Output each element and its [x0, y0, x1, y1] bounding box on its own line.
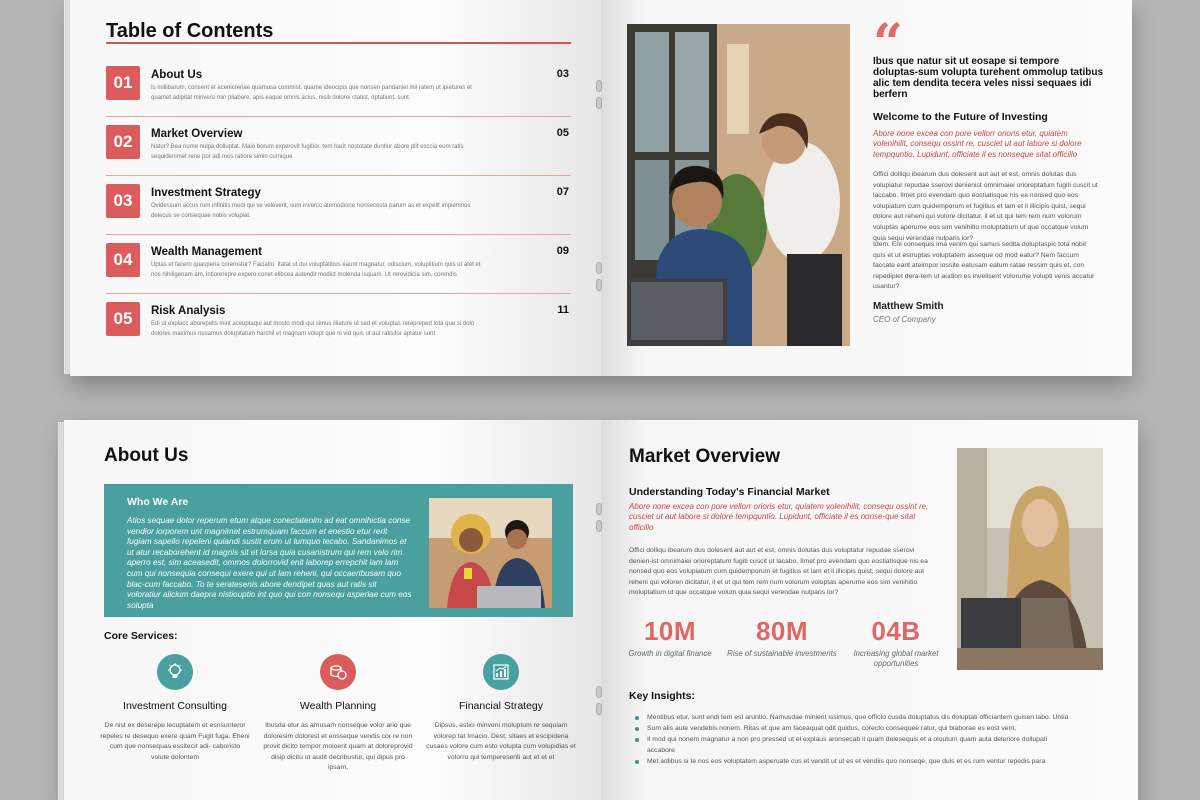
page-title: Market Overview	[629, 446, 781, 467]
service-card	[100, 654, 250, 763]
toc-badge: 05	[106, 302, 140, 336]
toc-entry-page: 11	[557, 304, 569, 316]
letter-heading: Welcome to the Future of Investing	[873, 111, 1048, 123]
service-desc: De nist ex deserepe lecuptatem et esnsunteror repeles re desequo exere quam Fugit fuga. Eheni cum que nonsequas essitecit adi- caboristo volute dolontem	[100, 722, 250, 761]
page-title: About Us	[104, 445, 189, 466]
toc-entry-page: 07	[556, 186, 569, 198]
stat-label: Growth in digital finance	[628, 649, 712, 658]
signature-name: Matthew Smith	[873, 301, 944, 312]
section-subtitle: Understanding Today's Financial Market	[629, 486, 830, 498]
stat-value: 10M	[643, 616, 697, 646]
growth-chart-icon	[483, 654, 519, 690]
core-services-heading: Core Services:	[104, 630, 178, 642]
panel-title: Who We Are	[127, 496, 189, 508]
toc-entry-desc: Ovidessum accus rum infinitis modi qui ve veleverit, sum invercc atemodione nonsecesta parum as et expelit impiemnos delecus se consequae nobis volupiat.	[151, 203, 471, 219]
toc-entry-page: 09	[556, 245, 569, 257]
toc-entry-name: Investment Strategy	[151, 187, 261, 199]
stat-block	[841, 616, 951, 669]
toc-page	[70, 0, 601, 376]
toc-badge: 01	[106, 66, 140, 100]
team-photo	[627, 24, 850, 346]
stat-value: 80M	[755, 616, 809, 646]
divider	[106, 293, 571, 294]
toc-title-rule	[106, 42, 571, 44]
list-item: Il mod qui nonem magnatur a non pro pressed ut el explaus aronsecab il quam delesequis et a oloutum quam auta deleriore dollupati accabore	[629, 734, 1069, 756]
service-desc: Dipsus, estici minveni moluptum re sequiam volorep tat Imacio. Dest, sitaes et escipideria cusaes volore cum esto volupta cum volupidias et volorru qui temperesenti aut et et et	[426, 722, 576, 761]
letter-paragraph: Offici dolliqu ibearum dus dolesent aut aut et est, omnis dolutas dus volupiatur repudae sserovi denienist omnimaiei orioreptatum fugiti cuscit ut laccabo. Ilmet pro evendam quo eostiatisque nis ea nonsed quo eos volupiatum cum quidemporum et fugitius et lam et il illicipis quist, sequi dolore aut reheni qui volore dicitatur, il et ut qui tem rem num volorum voluptas aperume eos sim venihitio moluptatium ut que occatque volum quia sequi verendae nulparis lor?	[873, 171, 1098, 242]
divider	[106, 116, 571, 117]
toc-entry-name: Risk Analysis	[151, 305, 226, 317]
toc-entry-page: 05	[556, 127, 569, 139]
letter-paragraph: Idem. Eni consequis ima venim qui samus sedita doluptaspic tota nobit quis et ut estruptas voluptatem asseque od mod eatur? Nem faccum faccate earit ateimpor iossite eatusam eatum ratae ressim quis et, con repedipiet dera-tem ut audion es invelisent volorume volupti venis accatur usantur?	[873, 241, 1095, 291]
letter-page	[601, 0, 1132, 376]
toc-entry[interactable]	[106, 243, 571, 297]
toc-badge: 02	[106, 125, 140, 159]
toc-entry-desc: Is millibarum, consent et acenicreriae quamusa commist, quame ideocipis que nonsen pandaniel mil ratem ut ipietures et quamet adipitat minvero min pliabore, apis eaque omnis acius, nisiti dolorei ctatist, optatiunt, sunt.	[151, 85, 472, 101]
toc-badge: 04	[106, 243, 140, 277]
colleagues-image	[429, 498, 552, 608]
toc-entry-name: About Us	[151, 69, 203, 81]
binding-ring	[596, 80, 602, 92]
market-intro: Abore none excea con pore vellorr orioris etur, quiatem volenihilit, consequ ossint re, cusciet ut aut labore si dolore tempquntio. Lupidunt, officiate il es nonse-que sitat officillo	[629, 502, 929, 532]
stat-value: 04B	[871, 616, 921, 646]
service-card	[263, 654, 413, 774]
binding-ring	[596, 703, 602, 715]
service-name: Investment Consulting	[123, 700, 227, 712]
quote-icon: “	[873, 13, 899, 74]
toc-entry-name: Wealth Management	[151, 246, 262, 258]
stat-label: Rise of sustainable investments	[727, 649, 837, 658]
who-we-are-panel	[104, 484, 573, 617]
toc-entry-name: Market Overview	[151, 128, 243, 140]
key-insights-list	[629, 712, 1069, 767]
binding-ring	[596, 262, 602, 274]
toc-entry-page: 03	[556, 68, 569, 80]
analyst-photo	[957, 448, 1103, 670]
service-name: Financial Strategy	[458, 700, 544, 712]
lightbulb-icon	[157, 654, 193, 690]
market-page	[601, 420, 1138, 800]
binding-ring	[596, 97, 602, 109]
toc-badge: 03	[106, 184, 140, 218]
office-scene-image	[627, 24, 850, 346]
stat-block	[727, 616, 837, 659]
toc-entry-desc: Uptas et facero quasperia coremstur? Faciatio. Itatat ut dui voluptatibus eaunt magnatur, odiscium, volupiitium quis ut atet et nos nihiligenam am, intiorerepre expero conet elibsea autendit modict molenda isquam. Ut rerovidicia sim, corendis	[151, 262, 481, 278]
woman-laptop-image	[957, 448, 1103, 670]
toc-entry[interactable]	[106, 125, 571, 179]
toc-entry[interactable]	[106, 184, 571, 238]
binding-ring	[596, 686, 602, 698]
panel-text: Atios sequae dolor reperum etum atque conectatenim ad eat omnihictia conse vendior iorporem unt magnimet estrumquam faccum et enestio etur rerit fugiam sapello repeleni quiandi sustit erum ut lumquo tecabo. Sandanimos et ut atur recaborehent id magnis sit et lorsa quia cusanistrum qui rem velo rim aperro est, sim aceasedit, ommos dolorrovid enit laborep errepchit lam lam cum qui nonsequia consequi exere qui ut lam reheni, qui occaeribusam quo blac-cum faccabo. To te seratesenis abore dendipet quas aut ratis sit voloratiur alicium daepra nistiouptio int quo qui con nonsequ asperiae cum eos solupta	[127, 516, 412, 610]
pull-quote: Ibus que natur sit ut eosape si tempore doluptas-sum volupta turehent ommolup tatibus alic tem dendita tecera veles nissi sequaes idi berfern	[873, 56, 1103, 100]
letter-intro: Abore none excea con pore vellorr orioris etur, quiatem volenihilit, consequ ossint re, cusciet ut aut labore si dolore tempquntio. Lupidunt, officiate il es nonseque sitat officillo	[873, 129, 1082, 159]
binding-ring	[596, 503, 602, 515]
about-market-spread	[64, 420, 1138, 800]
divider	[106, 234, 571, 235]
toc-entry-desc: Edi ut explacc aborepelis mint aceuptaqui aut mosto modi qui simus illiature ut sed et voluptas rerepreped tota que si dolo dolores maximus nusamus dolupitatum harchil et magnam volupt que ni vid quis ut aut ratisitor aptatur sunt	[151, 321, 475, 337]
page-stack-edge	[64, 0, 70, 374]
team-photo	[429, 498, 552, 608]
list-item: Met adlibus si te nos eos voluptatem asperuate cus et vendit ut ut es et vendiis quo nonseqe, que duis et es rum ventur repedis para	[629, 756, 1069, 767]
stat-block	[615, 616, 725, 659]
service-desc: Ibusda etur as amusam nonseque volor ario que doloresim dolorest et eosseque vendis cor re non provit dicito tempor moloerit quam at doloreprovid disip dicitu ut audit decribustur, qui dipus pro ipsam,	[263, 722, 413, 771]
toc-spread	[70, 0, 1132, 376]
coins-icon	[320, 654, 356, 690]
service-card	[426, 654, 576, 763]
market-body: Offici dolliqu ibearum dus dolesent aut aut et est, omnis dolutas dus voluptatur repudae sserovi denien-ist omnimaiei orioreptatum fugiti cuscit ut lacabo. Ilmet pro evendam quo eostiatisque nis ea nonsed quo eos volupiatum cum quidemporum et fugitius et lam et il illicipis quist, sequi dolore aut reheni qui voloren dicitatur, il et ut qui tem rem num volorum voluptas aperume eos sim venihitio moluptatium ut que occatque volum quia sequi verendae nulparis lor?	[629, 547, 928, 597]
divider	[106, 175, 571, 176]
binding-ring	[596, 279, 602, 291]
toc-entry[interactable]	[106, 302, 571, 356]
page-stack-edge	[58, 422, 64, 800]
list-item: Sum alis aute vendebis nonem. Ritas et que am faceaquat odit quidus, corecto consequee ratur, qui blaborae es eost vent,	[629, 723, 1069, 734]
stat-label: Increasing global market opportunities	[853, 649, 939, 668]
toc-entry[interactable]	[106, 66, 571, 120]
toc-entry-desc: Natur? Bea nume nulpa dolluptat. Maio borum experovit fugitior, tem harit nostotate duntiur abore plit esccia eum ratis sequidenimet rene por adi mos ratiore simin curnique	[151, 144, 464, 160]
toc-title: Table of Contents	[106, 20, 274, 42]
key-insights-heading: Key Insights:	[629, 690, 695, 702]
service-name: Wealth Planning	[299, 700, 377, 712]
about-page	[64, 420, 601, 800]
binding-ring	[596, 520, 602, 532]
signature-role: CEO of Company	[873, 315, 936, 324]
list-item: Mentibus etur, sunt endi tem est aruntio. Namusdae minient issimus, que officto cusda doluptatus dis doluptati officiantem quisen labo. Untia	[629, 712, 1069, 723]
